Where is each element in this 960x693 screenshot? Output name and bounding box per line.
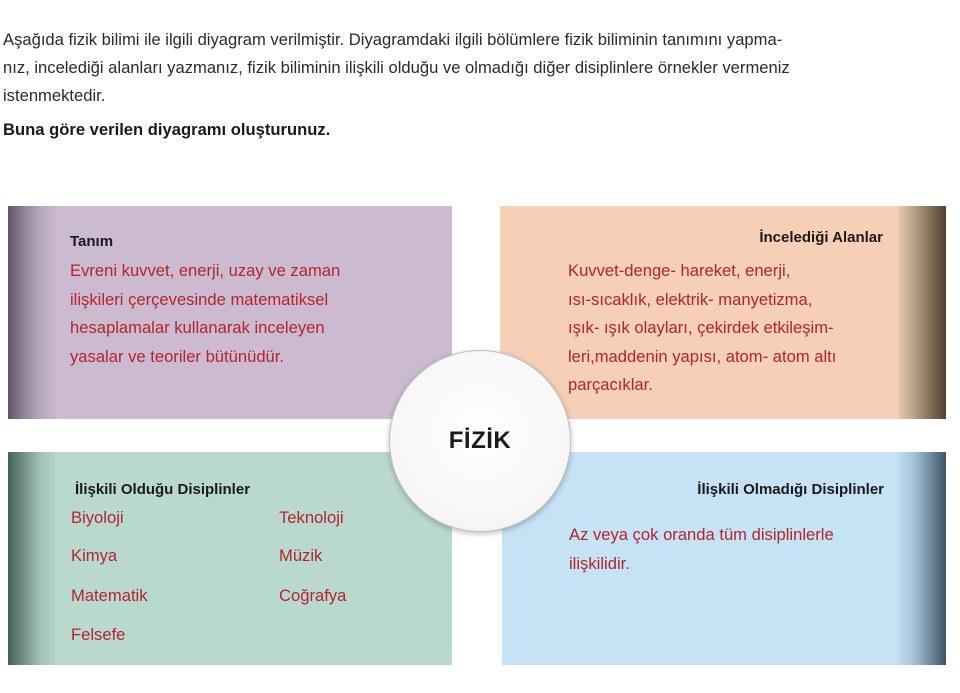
panel-line: parçacıklar. bbox=[568, 375, 653, 394]
center-circle bbox=[389, 350, 571, 532]
panel-title: İlişkili Olmadığı Disiplinler bbox=[697, 481, 884, 498]
discipline-item: Müzik bbox=[279, 546, 323, 565]
panel-line: yasalar ve teoriler bütünüdür. bbox=[70, 346, 285, 366]
panel-line: ışık- ışık olayları, çekirdek etkileşim- bbox=[568, 318, 834, 337]
instruction-text: Buna göre verilen diyagramı oluşturunuz. bbox=[3, 120, 331, 139]
panel-body bbox=[568, 257, 898, 400]
panel-line: Evreni kuvvet, enerji, uzay ve zaman bbox=[70, 261, 341, 280]
intro-line: istenmektedir. bbox=[3, 86, 106, 105]
panel-title: Tanım bbox=[70, 233, 114, 250]
panel-line: ısı-sıcaklık, elektrik- manyetizma, bbox=[568, 289, 813, 309]
center-label: FİZİK bbox=[448, 427, 512, 454]
panel-iliskili-disiplinler bbox=[8, 452, 452, 665]
panel-title: İlişkili Olduğu Disiplinler bbox=[75, 481, 251, 498]
discipline-item: Teknoloji bbox=[279, 508, 344, 527]
panel-body bbox=[569, 521, 909, 578]
panel-title: İncelediği Alanlar bbox=[759, 229, 883, 246]
intro-paragraph bbox=[3, 26, 948, 110]
panel-line: ilişkilidir. bbox=[569, 553, 630, 573]
scroll-decoration bbox=[898, 206, 946, 419]
discipline-item: Matematik bbox=[71, 586, 148, 605]
panel-body bbox=[70, 257, 440, 371]
panel-line: hesaplamalar kullanarak inceleyen bbox=[70, 318, 325, 337]
intro-line: Aşağıda fizik bilimi ile ilgili diyagram verilmiştir. Diyagramdaki ilgili bölümlere fizik biliminin tanımını yapma- bbox=[3, 30, 783, 49]
panel-line: ilişkileri çerçevesinde matematiksel bbox=[70, 289, 329, 309]
scroll-decoration bbox=[8, 206, 56, 419]
discipline-item: Coğrafya bbox=[279, 586, 347, 605]
scroll-decoration bbox=[8, 452, 56, 665]
discipline-item: Biyoloji bbox=[71, 508, 124, 527]
panel-line: leri,maddenin yapısı, atom- atom altı bbox=[568, 346, 837, 366]
discipline-item: Felsefe bbox=[71, 625, 126, 644]
intro-line: nız, incelediği alanları yazmanız, fizik biliminin ilişkili olduğu ve olmadığı diğer disiplinlere örnekler vermeniz bbox=[3, 58, 790, 77]
panel-tanim bbox=[8, 206, 452, 419]
discipline-item: Kimya bbox=[71, 546, 118, 565]
panel-line: Kuvvet-denge- hareket, enerji, bbox=[568, 261, 791, 280]
panel-line: Az veya çok oranda tüm disiplinlerle bbox=[569, 525, 834, 544]
